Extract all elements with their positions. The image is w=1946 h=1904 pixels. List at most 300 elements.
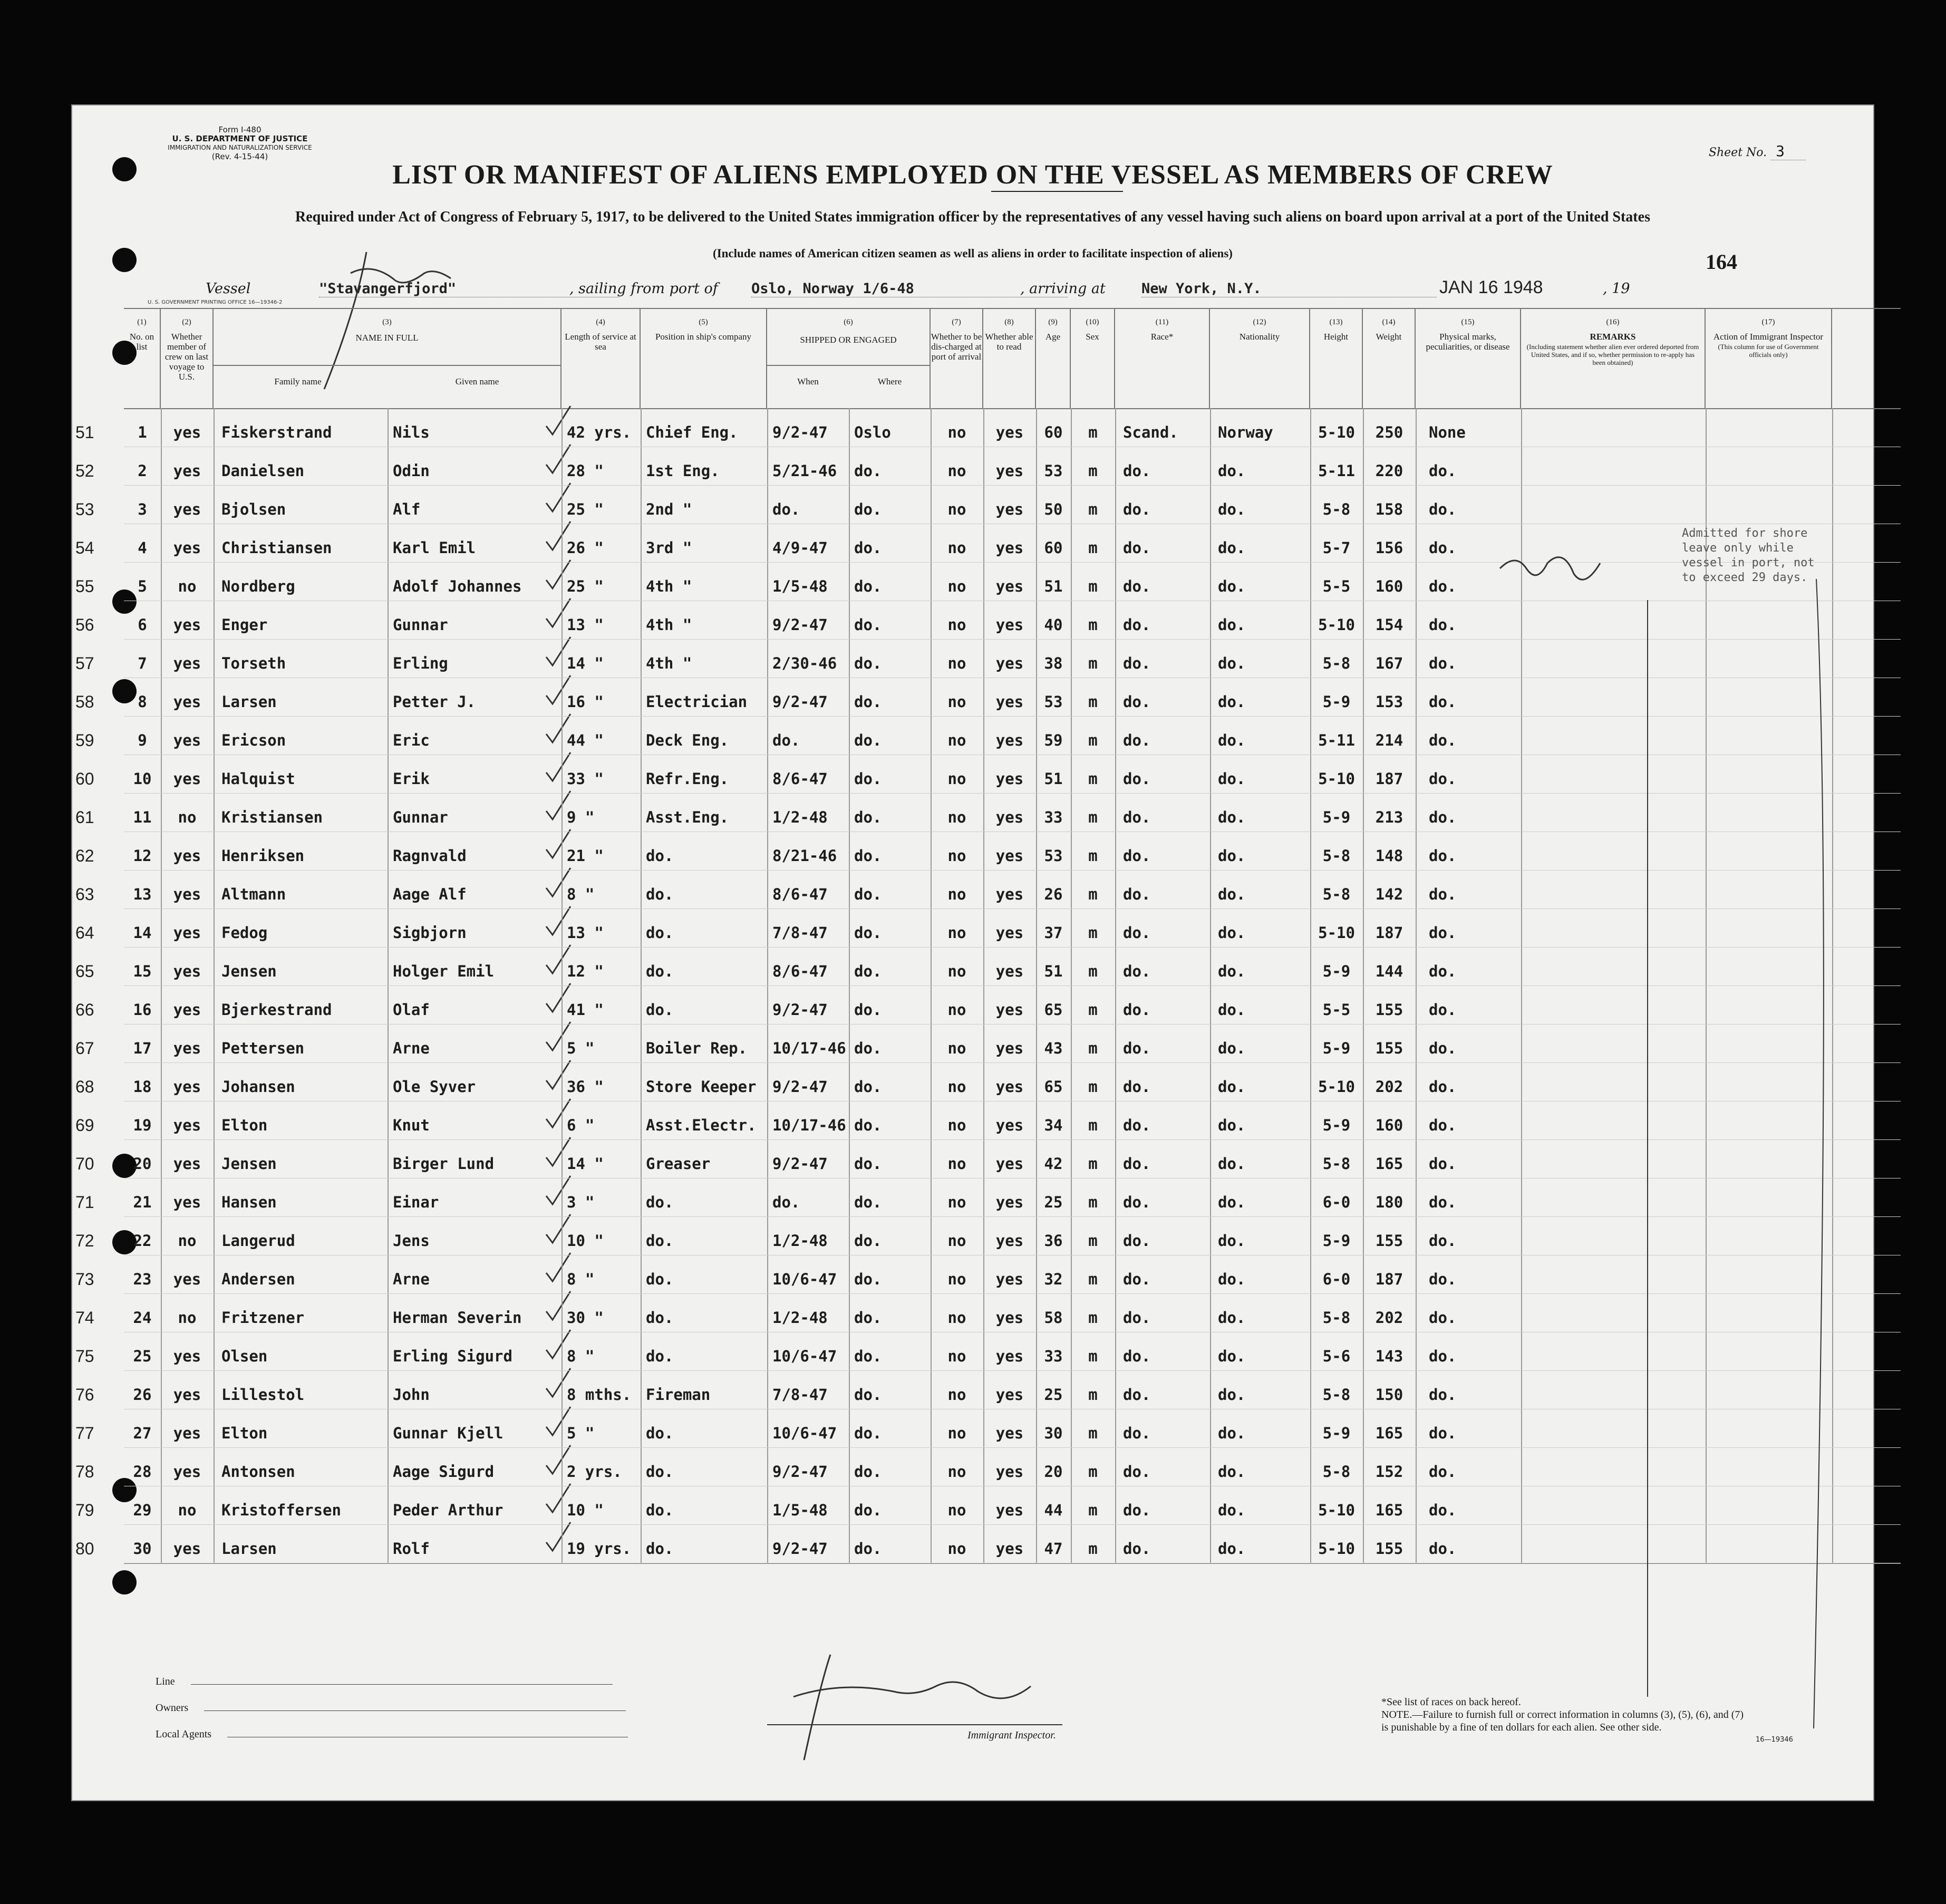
cell-family: Jensen [221,962,277,980]
cell-family: Kristiansen [221,808,323,826]
cell-no: 7 [138,654,147,672]
cell-family: Larsen [221,693,277,711]
cell-height: 5-8 [1322,1155,1351,1173]
cell-disch: no [947,770,966,788]
cell-race: do. [1123,847,1151,865]
check-mark-icon [543,403,575,440]
cell-no: 2 [138,462,147,480]
cell-read: yes [995,1386,1024,1404]
header-col-14 [1363,308,1416,408]
cell-where: do. [854,1463,882,1481]
cell-position: do. [646,1193,674,1211]
cell-weight: 160 [1375,1116,1403,1134]
cell-when: 1/2-48 [772,1309,828,1327]
cell-no: 29 [133,1501,152,1519]
cell-where: do. [854,1232,882,1250]
header-col-title: Whether member of crew on last voyage to U.S. [164,332,209,382]
cell-height: 5-11 [1318,731,1355,749]
cell-race: do. [1123,1116,1151,1134]
cell-disch: no [947,616,966,634]
cell-weight: 155 [1375,1001,1403,1019]
line-number: 79 [75,1501,94,1520]
line-number: 67 [75,1039,94,1058]
cell-age: 53 [1044,462,1063,480]
cell-read: yes [995,962,1024,980]
cell-nat: do. [1218,462,1246,480]
cell-last: yes [173,616,201,634]
cell-given: Petter J. [393,693,476,711]
header-col-title: Whether able to read [985,332,1033,352]
cell-race: do. [1123,1232,1151,1250]
cell-marks: do. [1429,770,1457,788]
cell-position: do. [646,1424,674,1442]
header-col-13 [1310,308,1363,408]
footer-agents-field [156,1728,628,1741]
cell-where: do. [854,1540,882,1558]
cell-no: 17 [133,1039,152,1057]
cell-family: Johansen [221,1078,295,1096]
cell-where: do. [854,693,882,711]
cell-when: 9/2-47 [772,1078,828,1096]
cell-family: Andersen [221,1270,295,1288]
header-col-number: (3) [382,318,392,326]
cell-age: 50 [1044,500,1063,518]
cell-read: yes [995,808,1024,826]
cell-sex: m [1088,1078,1098,1096]
cell-where: do. [854,1270,882,1288]
header-col-title: Action of Immigrant Inspector [1713,332,1824,342]
cell-marks: do. [1429,1463,1457,1481]
cell-when: 8/21-46 [772,847,837,865]
header-col-number: (12) [1253,318,1266,326]
cell-height: 5-10 [1318,1540,1355,1558]
cell-race: do. [1123,885,1151,903]
cell-last: yes [173,1155,201,1173]
cell-weight: 153 [1375,693,1403,711]
cell-nat: do. [1218,500,1246,518]
cell-nat: do. [1218,924,1246,942]
cell-position: do. [646,1347,674,1365]
cell-last: yes [173,1347,201,1365]
cell-race: do. [1123,1001,1151,1019]
cell-position: Electrician [646,693,748,711]
cell-last: yes [173,885,201,903]
cell-age: 25 [1044,1386,1063,1404]
cell-age: 60 [1044,539,1063,557]
header-col-title: SHIPPED OR ENGAGED [800,335,897,345]
cell-family: Halquist [221,770,295,788]
cell-sex: m [1088,1039,1098,1057]
header-col-title: Race* [1150,332,1174,342]
cell-height: 5-10 [1318,616,1355,634]
cell-nat: do. [1218,1424,1246,1442]
cell-height: 5-10 [1318,423,1355,441]
cell-service: 14 " [567,1155,604,1173]
sheet-value: 3 [1770,142,1806,160]
cell-nat: do. [1218,1540,1246,1558]
cell-given: Odin [393,462,430,480]
cell-age: 53 [1044,847,1063,865]
cell-last: yes [173,1193,201,1211]
cell-position: Deck Eng. [646,731,729,749]
cell-position: 1st Eng. [646,462,720,480]
cell-service: 6 " [567,1116,595,1134]
vessel-label: Vessel [206,281,251,297]
cell-read: yes [995,731,1024,749]
cell-age: 60 [1044,423,1063,441]
footer-line-label: Line [156,1676,175,1687]
cell-where: do. [854,808,882,826]
cell-disch: no [947,539,966,557]
cell-race: do. [1123,962,1151,980]
cell-marks: do. [1429,1501,1457,1519]
cell-nat: do. [1218,693,1246,711]
line-number: 64 [75,923,94,942]
cell-given: Erling Sigurd [393,1347,512,1365]
line-number: 56 [75,615,94,634]
cell-read: yes [995,539,1024,557]
cell-position: Chief Eng. [646,423,738,441]
form-identification [142,125,337,161]
cell-marks: do. [1429,808,1457,826]
title-underline [991,191,1123,192]
cell-given: Olaf [393,1001,430,1019]
cell-when: 1/2-48 [772,1232,828,1250]
cell-marks: do. [1429,693,1457,711]
header-col-title: Age [1045,332,1061,342]
cell-weight: 150 [1375,1386,1403,1404]
cell-when: 10/17-46 [772,1116,846,1134]
cell-marks: do. [1429,731,1457,749]
cell-age: 26 [1044,885,1063,903]
header-col-15 [1416,308,1521,408]
cell-race: do. [1123,616,1151,634]
cell-last: yes [173,1424,201,1442]
cell-when: 9/2-47 [772,693,828,711]
line-number: 73 [75,1270,94,1289]
line-number: 68 [75,1077,94,1096]
cell-marks: do. [1429,577,1457,595]
header-col-4 [561,308,641,408]
cell-read: yes [995,423,1024,441]
cell-disch: no [947,924,966,942]
cell-sex: m [1088,1116,1098,1134]
cell-no: 19 [133,1116,152,1134]
cell-given: Nils [393,423,430,441]
cell-race: do. [1123,1463,1151,1481]
header-when: When [797,376,819,386]
cell-given: Ragnvald [393,847,467,865]
cell-marks: None [1429,423,1466,441]
cell-no: 8 [138,693,147,711]
cell-sex: m [1088,1309,1098,1327]
line-number: 59 [75,731,94,750]
header-col-title: Height [1323,332,1349,342]
cell-marks: do. [1429,1116,1457,1134]
cell-weight: 187 [1375,924,1403,942]
form-number: Form I-480 [218,125,262,134]
header-given-name: Given name [455,376,499,386]
cell-where: do. [854,885,882,903]
cell-disch: no [947,577,966,595]
cell-marks: do. [1429,654,1457,672]
cell-when: 1/5-48 [772,577,828,595]
cell-disch: no [947,962,966,980]
cell-position: Store Keeper [646,1078,757,1096]
cell-height: 5-9 [1322,962,1351,980]
cell-last: yes [173,924,201,942]
cell-when: 9/2-47 [772,1155,828,1173]
cell-position: do. [646,885,674,903]
cell-disch: no [947,1001,966,1019]
cell-race: do. [1123,1155,1151,1173]
cell-where: do. [854,1309,882,1327]
cell-nat: do. [1218,1347,1246,1365]
cell-age: 37 [1044,924,1063,942]
cell-read: yes [995,1347,1024,1365]
cell-height: 5-8 [1322,847,1351,865]
cell-height: 5-7 [1322,539,1351,557]
footer-line-field [156,1676,613,1688]
header-divider [214,365,560,366]
cell-given: Adolf Johannes [393,577,522,595]
cell-no: 11 [133,808,152,826]
cell-service: 16 " [567,693,604,711]
cell-sex: m [1088,462,1098,480]
cell-sex: m [1088,1155,1098,1173]
cell-marks: do. [1429,462,1457,480]
cell-given: Erling [393,654,448,672]
header-col-detail: (This column for use of Government officials only) [1718,343,1819,359]
cell-when: 8/6-47 [772,885,828,903]
cell-sex: m [1088,539,1098,557]
cell-marks: do. [1429,1001,1457,1019]
cell-weight: 214 [1375,731,1403,749]
line-number: 74 [75,1308,94,1327]
line-number: 57 [75,654,94,673]
cell-when: 9/2-47 [772,1463,828,1481]
cell-nat: do. [1218,1116,1246,1134]
cell-when: 9/2-47 [772,423,828,441]
inspector-signature [757,1634,1083,1771]
header-col-number: (17) [1761,318,1775,326]
cell-when: 10/6-47 [772,1347,837,1365]
cell-weight: 165 [1375,1155,1403,1173]
cell-where: do. [854,462,882,480]
vessel-name: "Stavangerfjord" [319,281,619,297]
cell-race: do. [1123,654,1151,672]
cell-disch: no [947,462,966,480]
cell-disch: no [947,1039,966,1057]
arrival-date-stamp: JAN 16 1948 [1439,277,1543,297]
cell-family: Altmann [221,885,286,903]
cell-weight: 187 [1375,770,1403,788]
cell-service: 33 " [567,770,604,788]
header-col-number: (2) [182,318,191,326]
cell-service: 21 " [567,847,604,865]
header-col-number: (4) [596,318,605,326]
cell-when: 9/2-47 [772,616,828,634]
cell-where: do. [854,731,882,749]
cell-disch: no [947,808,966,826]
line-number: 65 [75,962,94,981]
cell-last: yes [173,654,201,672]
arriving-label: , arriving at [1020,281,1106,297]
cell-last: yes [173,462,201,480]
cell-position: Asst.Eng. [646,808,729,826]
cell-where: do. [854,1424,882,1442]
cell-service: 25 " [567,577,604,595]
cell-height: 5-10 [1318,1501,1355,1519]
cell-nat: do. [1218,577,1246,595]
line-number: 54 [75,538,94,557]
owners-input[interactable] [204,1710,626,1711]
cell-disch: no [947,1347,966,1365]
cell-where: do. [854,1386,882,1404]
cell-when: 8/6-47 [772,962,828,980]
cell-last: yes [173,539,201,557]
header-where: Where [877,376,902,386]
cell-sex: m [1088,423,1098,441]
cell-family: Elton [221,1424,268,1442]
header-col-number: (7) [952,318,961,326]
cell-age: 65 [1044,1078,1063,1096]
header-col-number: (6) [844,318,853,326]
cell-position: do. [646,924,674,942]
cell-sex: m [1088,962,1098,980]
cell-family: Fedog [221,924,268,942]
cell-position: do. [646,1232,674,1250]
header-col-title: Physical marks, peculiarities, or disease [1426,332,1510,352]
cell-service: 19 yrs. [567,1540,632,1558]
cell-marks: do. [1429,1347,1457,1365]
cell-no: 3 [138,500,147,518]
cell-given: Einar [393,1193,439,1211]
cell-service: 26 " [567,539,604,557]
cell-read: yes [995,1232,1024,1250]
cell-height: 5-10 [1318,924,1355,942]
cell-height: 5-9 [1322,808,1351,826]
cell-service: 36 " [567,1078,604,1096]
cell-disch: no [947,500,966,518]
cell-weight: 187 [1375,1270,1403,1288]
cell-age: 51 [1044,962,1063,980]
cell-position: do. [646,847,674,865]
cell-read: yes [995,1424,1024,1442]
cell-last: yes [173,962,201,980]
cell-last: yes [173,847,201,865]
cell-given: Arne [393,1039,430,1057]
cell-when: 9/2-47 [772,1540,828,1558]
cell-given: Gunnar Kjell [393,1424,504,1442]
cell-where: do. [854,1039,882,1057]
cell-weight: 180 [1375,1193,1403,1211]
cell-where: do. [854,1193,882,1211]
header-col-title: Length of service at sea [565,332,636,352]
cell-position: do. [646,1309,674,1327]
cell-nat: do. [1218,1155,1246,1173]
cell-age: 33 [1044,1347,1063,1365]
cell-weight: 144 [1375,962,1403,980]
cell-disch: no [947,1116,966,1134]
line-input[interactable] [191,1684,613,1685]
cell-nat: do. [1218,962,1246,980]
cell-last: yes [173,1540,201,1558]
cell-when: do. [772,731,800,749]
cell-height: 5-10 [1318,770,1355,788]
sailing-label: , sailing from port of [569,281,718,297]
cell-race: do. [1123,770,1151,788]
cell-service: 9 " [567,808,595,826]
cell-where: do. [854,577,882,595]
cell-sex: m [1088,1193,1098,1211]
cell-sex: m [1088,1424,1098,1442]
cell-given: Birger Lund [393,1155,495,1173]
cell-family: Bjolsen [221,500,286,518]
cell-given: Gunnar [393,616,448,634]
cell-when: 5/21-46 [772,462,837,480]
cell-marks: do. [1429,500,1457,518]
header-col-8 [983,308,1036,408]
cell-weight: 154 [1375,616,1403,634]
cell-height: 5-5 [1322,577,1351,595]
cell-where: do. [854,1078,882,1096]
cell-given: Herman Severin [393,1309,522,1327]
cell-service: 14 " [567,654,604,672]
cell-marks: do. [1429,1424,1457,1442]
cell-disch: no [947,1501,966,1519]
cell-sex: m [1088,847,1098,865]
cell-no: 15 [133,962,152,980]
cell-sex: m [1088,654,1098,672]
cell-age: 53 [1044,693,1063,711]
cell-marks: do. [1429,1540,1457,1558]
line-number: 77 [75,1424,94,1443]
cell-last: no [178,1309,197,1327]
cell-read: yes [995,500,1024,518]
cell-race: do. [1123,808,1151,826]
cell-weight: 213 [1375,808,1403,826]
cell-given: Jens [393,1232,430,1250]
cell-height: 5-11 [1318,462,1355,480]
header-col-number: (1) [137,318,147,326]
cell-height: 5-8 [1322,885,1351,903]
penalty-note: NOTE.—Failure to furnish full or correct information in columns (3), (5), (6), and (7) is punishable by a fine of ten dollars for each alien. See other side. [1381,1709,1744,1733]
cell-age: 30 [1044,1424,1063,1442]
cell-position: 4th " [646,654,692,672]
header-col-number: (11) [1155,318,1169,326]
cell-race: do. [1123,1501,1151,1519]
cell-read: yes [995,1001,1024,1019]
cell-height: 5-9 [1322,1232,1351,1250]
cell-when: 7/8-47 [772,924,828,942]
cell-family: Olsen [221,1347,268,1365]
remarks-note: Admitted for shore leave only while vessel in port, not to exceed 29 days. [1682,527,1815,584]
line-number: 71 [75,1193,94,1212]
line-number: 58 [75,692,94,711]
cell-read: yes [995,1078,1024,1096]
cell-given: Ole Syver [393,1078,476,1096]
cell-where: do. [854,616,882,634]
footer-owners-label: Owners [156,1702,189,1714]
cell-sex: m [1088,500,1098,518]
cell-height: 6-0 [1322,1270,1351,1288]
manifest-page [71,104,1874,1801]
cell-family: Jensen [221,1155,277,1173]
cell-position: do. [646,1001,674,1019]
cell-last: no [178,808,197,826]
cell-sex: m [1088,924,1098,942]
